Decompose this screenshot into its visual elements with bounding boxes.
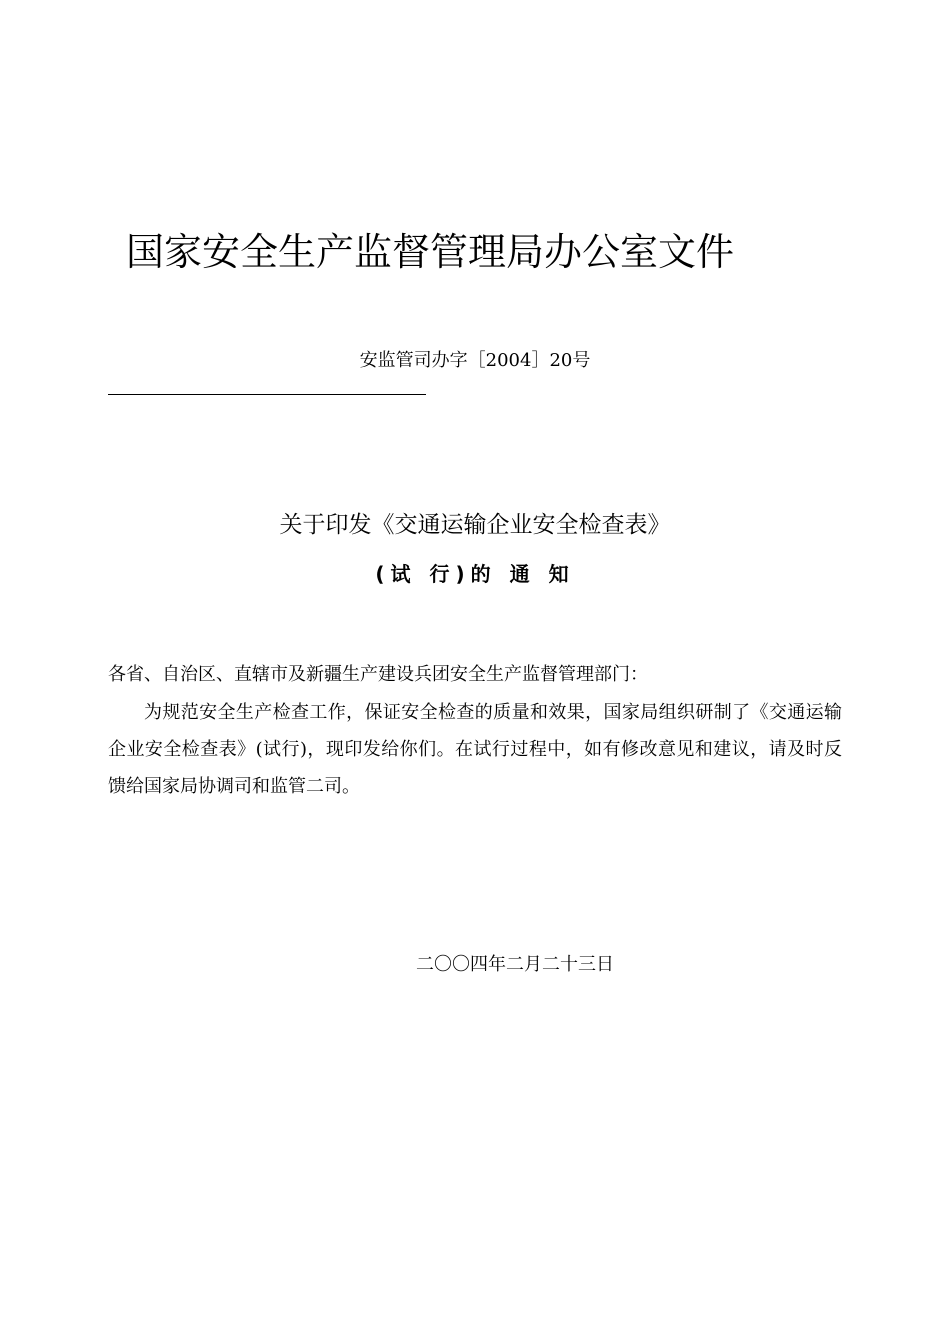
issue-date: 二〇〇四年二月二十三日	[416, 954, 614, 975]
notice-subtitle: (试 行)的 通 知	[375, 562, 575, 586]
masthead-title: 国家安全生产监督管理局办公室文件	[126, 230, 735, 274]
notice-title: 关于印发《交通运输企业安全检查表》	[279, 512, 671, 538]
separator-line	[108, 394, 426, 395]
document-number: 安监管司办字［2004］20号	[359, 350, 591, 371]
addressee: 各省、自治区、直辖市及新疆生产建设兵团安全生产监督管理部门：	[108, 664, 648, 685]
body-paragraph: 为规范安全生产检查工作，保证安全检查的质量和效果，国家局组织研制了《交通运输企业安全检查表》(试行)，现印发给你们。在试行过程中，如有修改意见和建议，请及时反馈给国家局协调司和监管二司。	[108, 702, 842, 797]
